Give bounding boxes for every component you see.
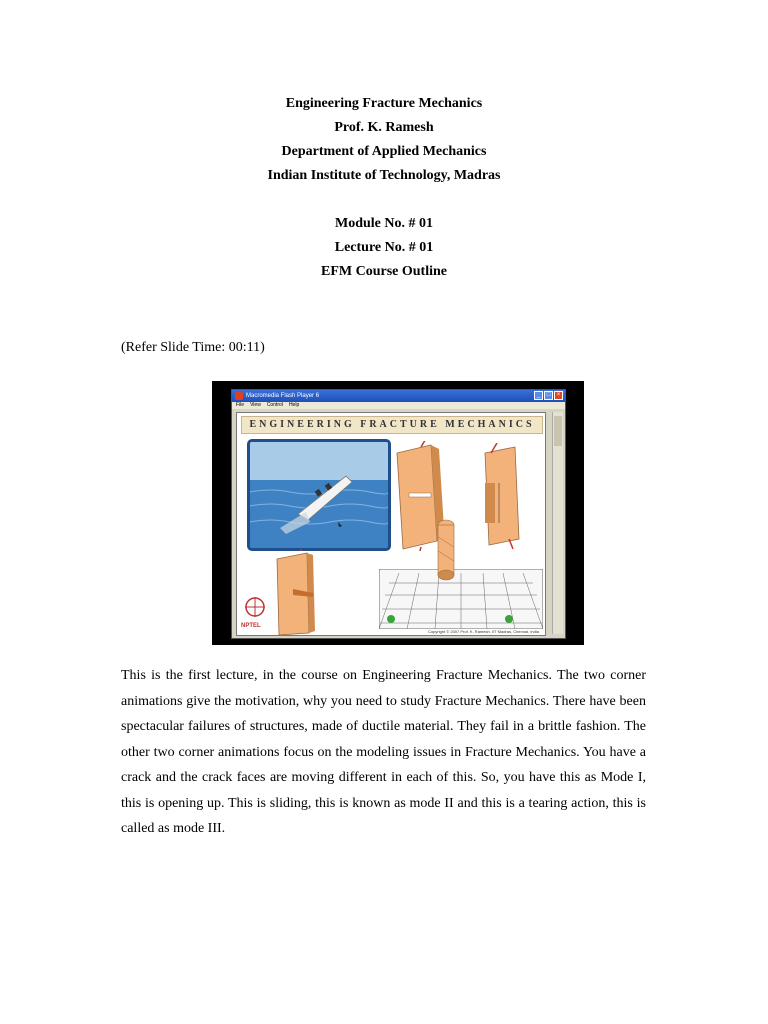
minimize-icon[interactable]: _ — [534, 391, 543, 400]
slide-banner: ENGINEERING FRACTURE MECHANICS — [241, 416, 543, 434]
menu-help[interactable]: Help — [288, 402, 300, 408]
close-icon[interactable]: × — [554, 391, 563, 400]
scrollbar-thumb[interactable] — [554, 416, 562, 446]
lecture-number: Lecture No. # 01 — [334, 240, 434, 255]
flash-app-icon — [235, 392, 243, 400]
ship-illustration — [250, 442, 388, 548]
nptel-logo-text: NPTEL — [241, 623, 261, 629]
window-menubar — [232, 402, 565, 409]
perspective-grid-animation — [379, 569, 543, 629]
play-button-right — [505, 615, 513, 623]
play-button-left — [387, 615, 395, 623]
maximize-icon[interactable]: □ — [544, 391, 553, 400]
slide-screenshot — [212, 381, 584, 645]
module-number: Module No. # 01 — [335, 216, 433, 231]
slide-copyright: Copyright © 2007 Prof. K. Ramesh, IIT Madras, Chennai, India — [428, 629, 539, 634]
menu-file[interactable]: File — [236, 402, 245, 408]
lecture-topic: EFM Course Outline — [321, 264, 447, 279]
professor-name: Prof. K. Ramesh — [334, 120, 434, 135]
header-spacer — [0, 188, 768, 212]
department-name: Department of Applied Mechanics — [281, 144, 487, 159]
stage-scrollbar[interactable] — [552, 412, 563, 634]
menu-control[interactable]: Control — [266, 402, 283, 408]
window-title: Macromedia Flash Player 6 — [246, 393, 320, 399]
flash-stage — [236, 412, 546, 636]
ship-failure-animation — [247, 439, 391, 551]
body-paragraph: This is the first lecture, in the course on Engineering Fracture Mechanics. The two corner animations give the motivation, why you need to study Fracture Mechanics. There have been spectacular failures of structures, made of ductile material. They fail in a brittle fashion. The other two corner animations focus on the modeling issues in Fracture Mechanics. You have a crack and the crack faces are moving different in each of this. So, you have this as Mode I, this is opening up. This is sliding, this is known as mode II and this is a tearing action, this is called as mode III. — [121, 668, 646, 836]
mode-two-specimen — [469, 443, 539, 553]
document-header — [0, 92, 768, 284]
window-controls — [534, 391, 563, 400]
flash-player-window — [231, 389, 566, 639]
window-titlebar — [232, 390, 565, 402]
mode-three-specimen — [267, 549, 337, 635]
menu-view[interactable]: View — [250, 402, 261, 408]
refer-slide-time: (Refer Slide Time: 00:11) — [121, 340, 265, 355]
torsion-cylinder — [431, 517, 461, 585]
institute-name: Indian Institute of Technology, Madras — [267, 168, 501, 183]
course-title: Engineering Fracture Mechanics — [285, 96, 483, 111]
